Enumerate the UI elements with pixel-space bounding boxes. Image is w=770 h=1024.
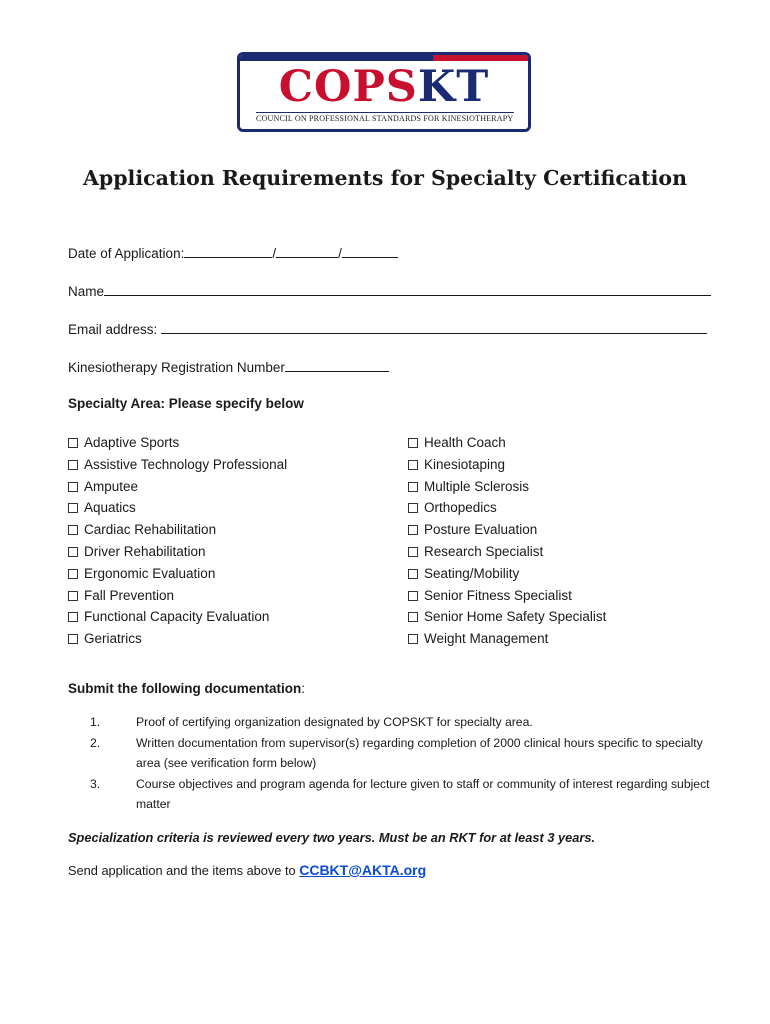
specialty-option-label: Assistive Technology Professional bbox=[84, 456, 288, 472]
specialty-option-adaptive-sports[interactable] bbox=[68, 432, 287, 454]
specialty-option-functional-capacity-evaluation[interactable] bbox=[68, 606, 287, 628]
specialty-option-label: Adaptive Sports bbox=[84, 435, 180, 450]
documentation-item-text: Proof of certifying organization designated by COPSKT for specialty area. bbox=[136, 715, 533, 729]
specialty-option-health-coach[interactable] bbox=[408, 432, 606, 454]
checkbox[interactable] bbox=[408, 634, 418, 644]
specialty-option-label: Research Specialist bbox=[424, 543, 544, 559]
specialty-option-label: Posture Evaluation bbox=[424, 522, 538, 538]
date-day-field[interactable] bbox=[276, 244, 338, 258]
registration-row bbox=[68, 358, 389, 375]
checkbox[interactable] bbox=[68, 569, 78, 579]
logo-subtitle: COUNCIL ON PROFESSIONAL STANDARDS FOR KINESIOTHERAPY bbox=[256, 114, 514, 123]
specialty-option-posture-evaluation[interactable] bbox=[408, 519, 606, 541]
name-field[interactable] bbox=[104, 282, 711, 296]
date-year-field[interactable] bbox=[342, 244, 398, 258]
specialty-option-multiple-sclerosis[interactable] bbox=[408, 476, 606, 498]
date-of-application-row bbox=[68, 244, 398, 261]
documentation-item bbox=[90, 774, 710, 815]
documentation-item-text: Written documentation from supervisor(s) regarding completion of 2000 clinical hours specific to specialty area (see verification form below) bbox=[136, 735, 703, 770]
checkbox[interactable] bbox=[68, 438, 78, 448]
specialty-option-cardiac-rehabilitation[interactable] bbox=[68, 519, 287, 541]
specialty-option-research-specialist[interactable] bbox=[408, 541, 606, 563]
specialty-option-kinesiotaping[interactable] bbox=[408, 454, 606, 476]
specialty-option-label: Orthopedics bbox=[424, 500, 497, 516]
specialty-option-senior-home-safety-specialist[interactable] bbox=[408, 606, 606, 628]
date-separator: / bbox=[272, 246, 277, 261]
logo-wordmark bbox=[240, 61, 528, 113]
specialty-option-weight-management[interactable] bbox=[408, 628, 606, 650]
specialty-option-aquatics[interactable] bbox=[68, 497, 287, 519]
checkbox[interactable] bbox=[408, 612, 418, 622]
specialty-option-label: Geriatrics bbox=[84, 631, 142, 647]
documentation-heading bbox=[68, 681, 305, 696]
checkbox[interactable] bbox=[408, 569, 418, 579]
email-label: Email address: bbox=[68, 322, 158, 337]
specialty-option-label: Senior Home Safety Specialist bbox=[424, 609, 607, 625]
specialty-option-geriatrics[interactable] bbox=[68, 628, 287, 650]
specialty-option-label: Amputee bbox=[84, 478, 139, 494]
page-title: Application Requirements for Specialty Certification bbox=[82, 166, 687, 190]
checkbox[interactable] bbox=[408, 438, 418, 448]
registration-label: Kinesiotherapy Registration Number bbox=[68, 360, 285, 375]
specialty-option-driver-rehabilitation[interactable] bbox=[68, 541, 287, 563]
checkbox[interactable] bbox=[68, 482, 78, 492]
specialty-option-seating-mobility[interactable] bbox=[408, 563, 606, 585]
checkbox[interactable] bbox=[408, 503, 418, 513]
logo-wordmark-blue: KT bbox=[417, 62, 490, 112]
specialty-option-label: Cardiac Rehabilitation bbox=[84, 522, 217, 538]
email-field[interactable] bbox=[161, 320, 707, 334]
name-label: Name bbox=[68, 284, 105, 299]
documentation-heading-text: Submit the following documentation bbox=[68, 681, 302, 696]
copskt-logo bbox=[237, 52, 531, 132]
specialty-right-column bbox=[408, 432, 606, 650]
email-row bbox=[68, 320, 707, 337]
specialty-option-senior-fitness-specialist[interactable] bbox=[408, 585, 606, 607]
checkbox[interactable] bbox=[68, 547, 78, 557]
specialty-option-fall-prevention[interactable] bbox=[68, 585, 287, 607]
checkbox[interactable] bbox=[408, 482, 418, 492]
checkbox[interactable] bbox=[408, 547, 418, 557]
specialty-option-label: Multiple Sclerosis bbox=[424, 478, 530, 494]
specialty-option-label: Functional Capacity Evaluation bbox=[84, 609, 270, 625]
specialty-option-label: Aquatics bbox=[84, 500, 136, 516]
specialty-heading: Specialty Area: Please specify below bbox=[68, 396, 304, 411]
specialty-option-amputee[interactable] bbox=[68, 476, 287, 498]
specialty-option-label: Seating/Mobility bbox=[424, 565, 520, 581]
checkbox[interactable] bbox=[408, 460, 418, 470]
checkbox[interactable] bbox=[68, 460, 78, 470]
documentation-list bbox=[90, 712, 710, 815]
specialty-option-label: Ergonomic Evaluation bbox=[84, 565, 216, 581]
date-label: Date of Application: bbox=[68, 246, 185, 261]
registration-field[interactable] bbox=[285, 358, 389, 372]
checkbox[interactable] bbox=[68, 612, 78, 622]
checkbox[interactable] bbox=[68, 525, 78, 535]
specialty-option-label: Senior Fitness Specialist bbox=[424, 587, 572, 603]
documentation-item bbox=[90, 733, 710, 774]
specialty-option-label: Fall Prevention bbox=[84, 587, 175, 603]
checkbox[interactable] bbox=[68, 503, 78, 513]
checkbox[interactable] bbox=[408, 591, 418, 601]
checkbox[interactable] bbox=[68, 591, 78, 601]
date-separator: / bbox=[338, 246, 342, 261]
documentation-item-text: Course objectives and program agenda for lecture given to staff or community of interest regarding subject matter bbox=[136, 776, 710, 811]
email-link[interactable]: CCBKT@AKTA.org bbox=[299, 862, 427, 878]
specialty-option-ergonomic-evaluation[interactable] bbox=[68, 563, 287, 585]
documentation-item-number: 2. bbox=[90, 735, 101, 750]
checkbox[interactable] bbox=[408, 525, 418, 535]
date-month-field[interactable] bbox=[184, 244, 272, 258]
specialty-option-orthopedics[interactable] bbox=[408, 497, 606, 519]
specialty-option-label: Health Coach bbox=[424, 435, 506, 450]
documentation-item bbox=[90, 712, 710, 733]
specialty-option-label: Driver Rehabilitation bbox=[84, 543, 206, 559]
name-row bbox=[68, 282, 711, 299]
logo-wordmark-red: COPS bbox=[278, 62, 418, 112]
documentation-item-number: 1. bbox=[90, 715, 101, 729]
specialty-option-label: Weight Management bbox=[424, 631, 549, 647]
documentation-heading-colon: : bbox=[301, 681, 305, 696]
specialty-option-assistive-technology-professional[interactable] bbox=[68, 454, 287, 476]
send-instructions bbox=[68, 862, 426, 878]
checkbox[interactable] bbox=[68, 634, 78, 644]
criteria-note: Specialization criteria is reviewed every two years. Must be an RKT for at least 3 years. bbox=[68, 830, 596, 845]
specialty-option-label: Kinesiotaping bbox=[424, 456, 506, 472]
documentation-item-number: 3. bbox=[90, 776, 101, 791]
send-text: Send application and the items above to bbox=[68, 863, 300, 878]
specialty-left-column bbox=[68, 432, 287, 650]
